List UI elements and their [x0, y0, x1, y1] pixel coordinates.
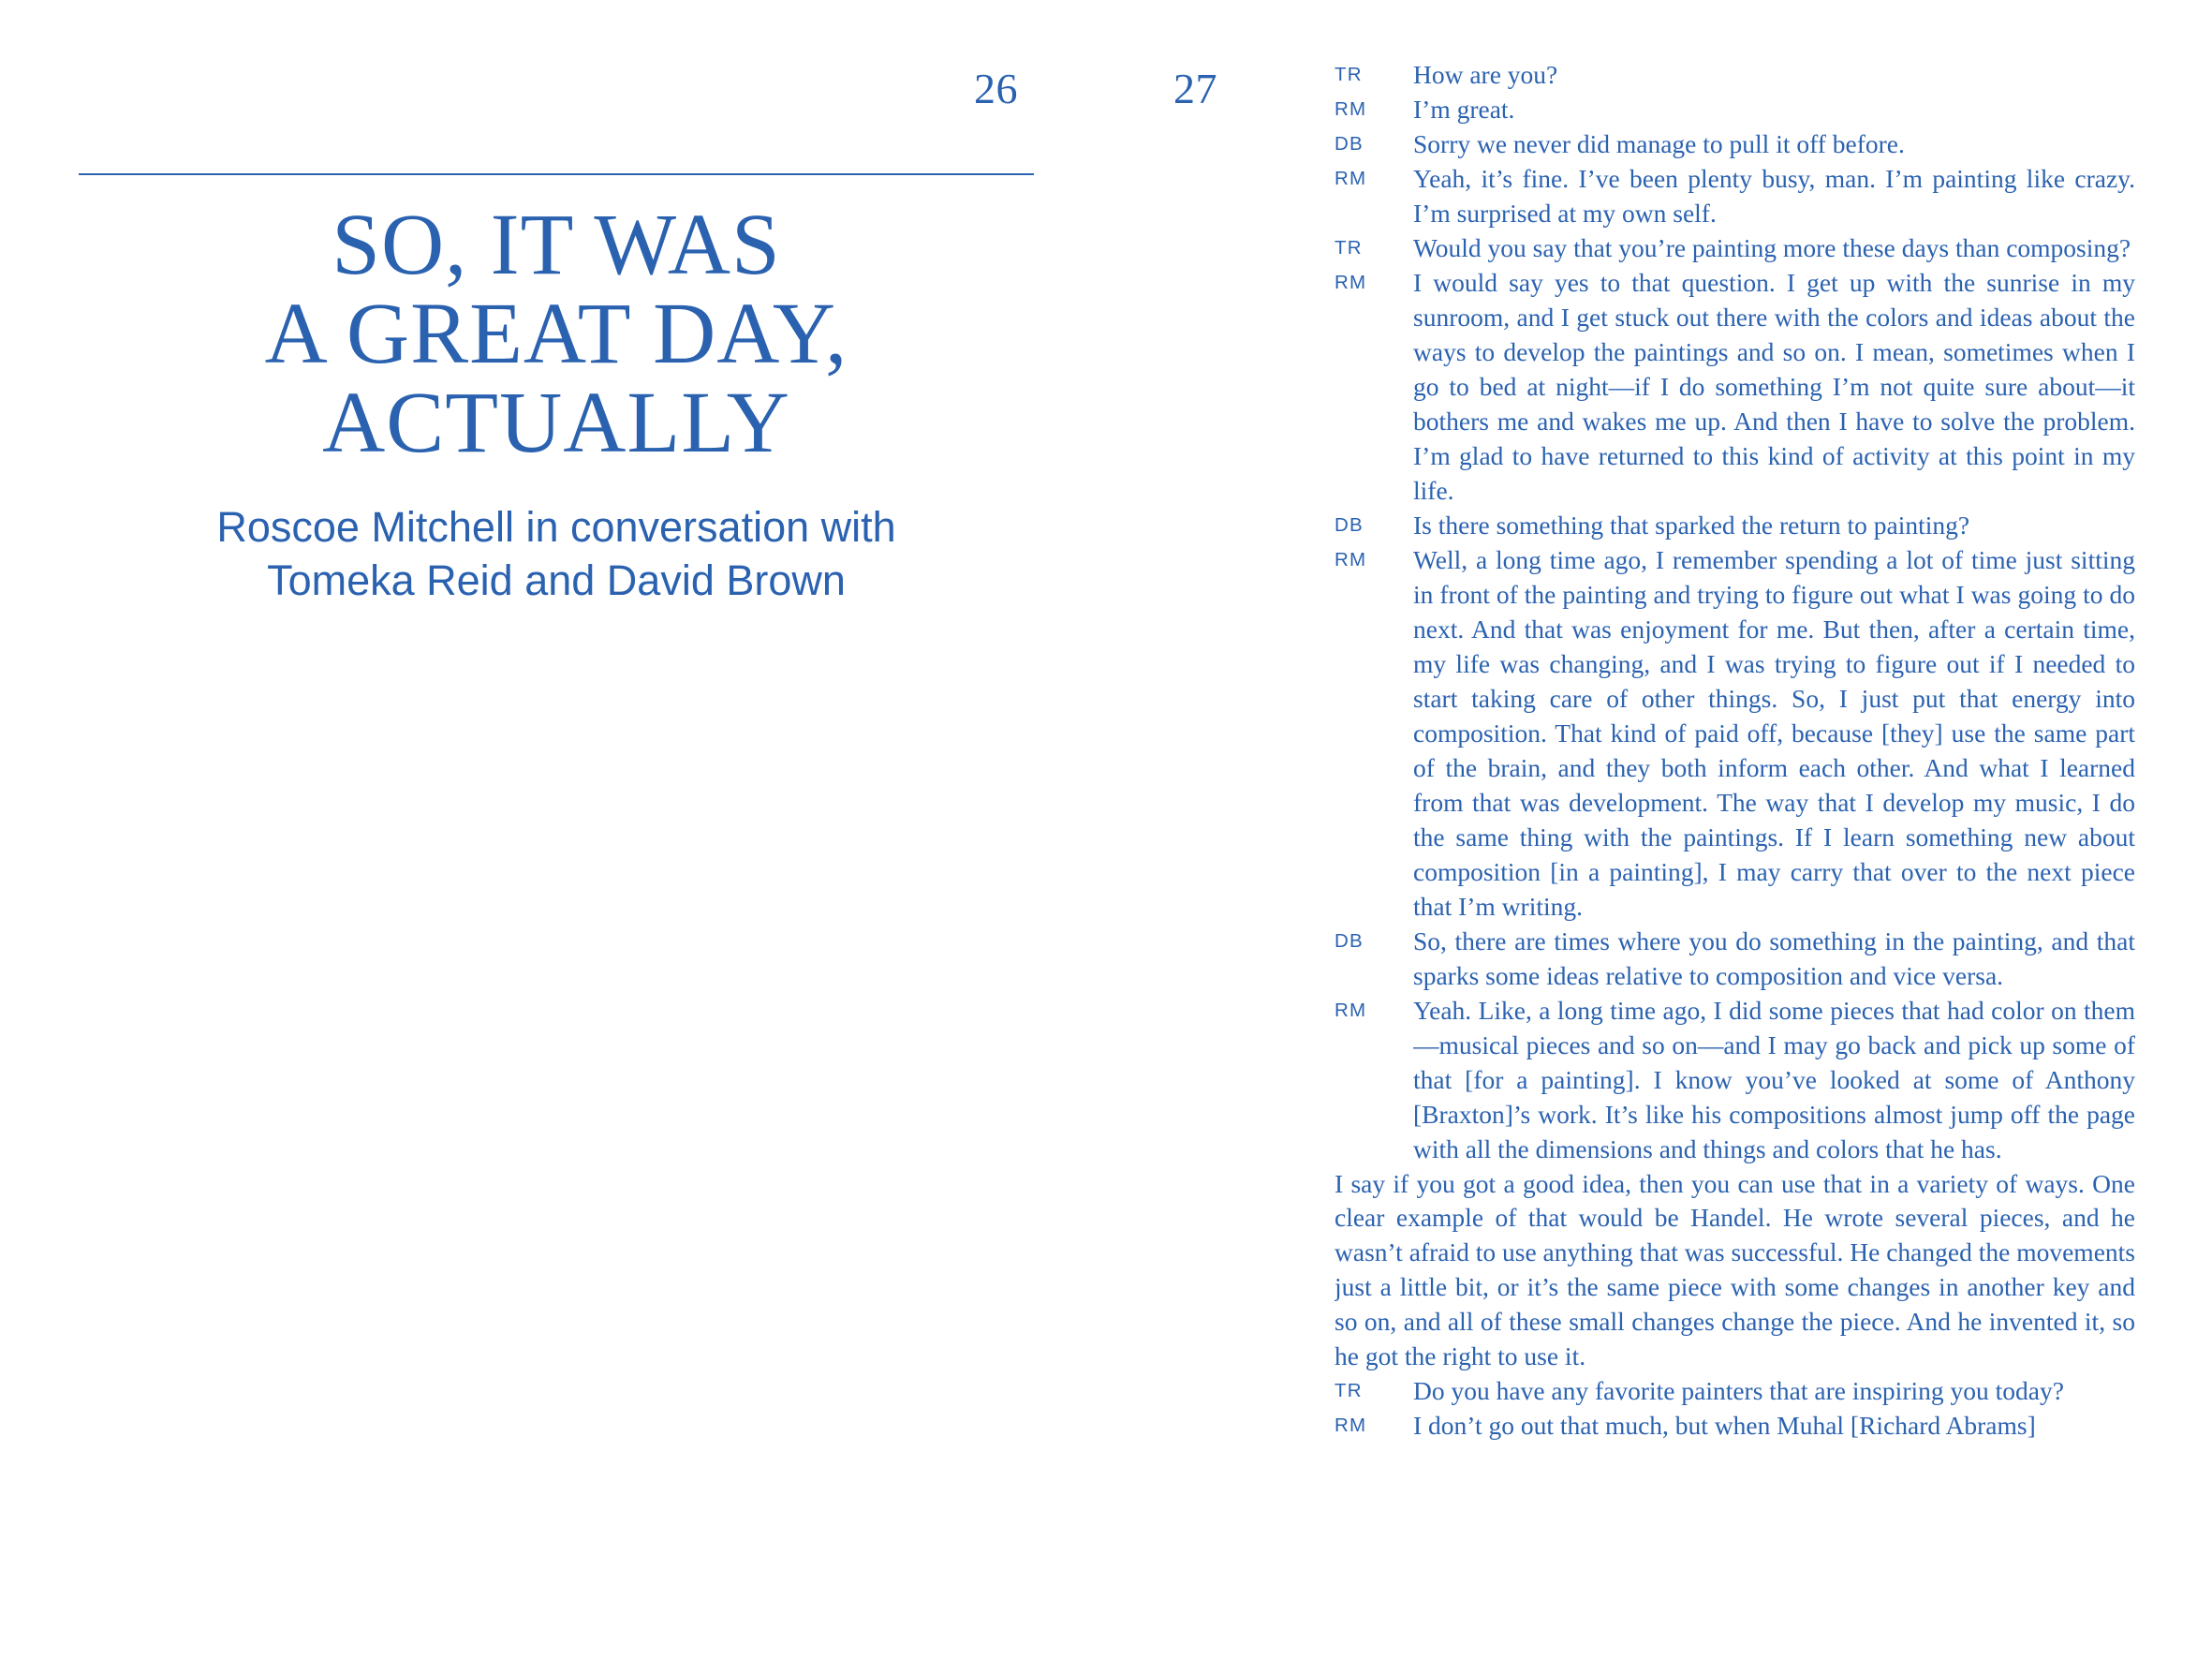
page-subtitle — [79, 500, 1034, 608]
speaker-tag: TR — [1335, 236, 1363, 259]
transcript-entry — [1335, 127, 2135, 162]
speaker-text: I say if you got a good idea, then you can use that in a variety of ways. One clear example of that would be Handel. He wrote several pieces, and he wasn’t afraid to use anything that was successful. He changed the movements just a little bit, or it’s the same piece with some changes in another key and so on, and all of these small changes change the piece. And he invented it, so he got the right to use it. — [1335, 1168, 2135, 1371]
transcript-entry — [1335, 509, 2135, 543]
speaker-text: Would you say that you’re painting more these days than composing? — [1413, 232, 2131, 262]
speaker-tag: DB — [1335, 929, 1364, 952]
transcript-entry — [1335, 58, 2135, 93]
speaker-tag: RM — [1335, 999, 1367, 1021]
speaker-tag: RM — [1335, 1415, 1367, 1437]
speaker-tag: RM — [1335, 167, 1367, 189]
transcript-entry — [1335, 162, 2135, 231]
folio-left: 26 — [974, 65, 1018, 112]
title-line-2: A GREAT DAY, — [264, 285, 848, 382]
transcript-entry — [1335, 266, 2135, 509]
transcript-entry — [1335, 93, 2135, 127]
speaker-text: I’m great. — [1413, 94, 1515, 124]
title-rule — [79, 173, 1034, 175]
transcript-entry — [1335, 543, 2135, 925]
speaker-tag: DB — [1335, 513, 1364, 536]
speaker-text: How are you? — [1413, 60, 1558, 89]
transcript-entry — [1335, 231, 2135, 266]
speaker-tag: TR — [1335, 64, 1363, 85]
subtitle-line-1: Roscoe Mitchell in conversation with — [216, 502, 896, 551]
title-line-3: ACTUALLY — [322, 374, 790, 471]
speaker-tag: RM — [1335, 548, 1367, 570]
title-line-1: SO, IT WAS — [332, 197, 781, 293]
speaker-tag: DB — [1335, 132, 1364, 155]
speaker-text: Yeah, it’s fine. I’ve been plenty busy, man. I’m painting like crazy. I’m surprised at my own self. — [1413, 163, 2135, 228]
speaker-tag: RM — [1335, 97, 1367, 120]
speaker-text: So, there are times where you do something in the painting, and that sparks some ideas relative to composition and vice versa. — [1413, 926, 2135, 990]
speaker-text: I would say yes to that question. I get up with the sunrise in my sunroom, and I get stuck out there with the colors and ideas about the ways to develop the paintings and so on. I mean, sometimes when I go to bed at night—if I do something I’m not quite sure about—it bothers me and wakes me up. And then I have to solve the problem. I’m glad to have returned to this kind of activity at this point in my life. — [1413, 267, 2135, 505]
transcript-entry — [1335, 925, 2135, 994]
subtitle-line-2: Tomeka Reid and David Brown — [267, 556, 846, 605]
speaker-tag: TR — [1335, 1380, 1363, 1402]
transcript-entry — [1335, 1409, 2135, 1444]
page-title — [79, 197, 1034, 471]
right-page-column — [1335, 58, 2135, 1444]
speaker-text: Is there something that sparked the return to painting? — [1413, 510, 1970, 540]
folio-right: 27 — [1173, 65, 1217, 112]
transcript-entry — [1335, 994, 2135, 1167]
speaker-text: Sorry we never did manage to pull it off before. — [1413, 128, 1905, 158]
speaker-text: Do you have any favorite painters that are inspiring you today? — [1413, 1376, 2064, 1406]
transcript-entry-continuation — [1335, 1167, 2135, 1375]
left-page — [79, 173, 1034, 608]
transcript-entry — [1335, 1374, 2135, 1409]
speaker-text: I don’t go out that much, but when Muhal [Richard Abrams] — [1413, 1411, 2036, 1441]
speaker-text: Well, a long time ago, I remember spending a lot of time just sitting in front of the painting and trying to figure out what I was going to do next. And that was enjoyment for me. But then, after a certain time, my life was changing, and I was trying to figure out if I needed to start taking care of other things. So, I just put that energy into composition. That kind of paid off, because [they] use the same part of the brain, and they both inform each other. And what I learned from that was development. The way that I develop my music, I do the same thing with the paintings. If I learn something new about composition [in a painting], I may carry that over to the next piece that I’m writing. — [1413, 544, 2135, 921]
speaker-text: Yeah. Like, a long time ago, I did some pieces that had color on them—musical pieces and so on—and I may go back and pick up some of that [for a painting]. I know you’ve looked at some of Anthony [Braxton]’s work. It’s like his compositions almost jump off the page with all the dimensions and things and colors that he has. — [1413, 995, 2135, 1163]
speaker-tag: RM — [1335, 271, 1367, 293]
